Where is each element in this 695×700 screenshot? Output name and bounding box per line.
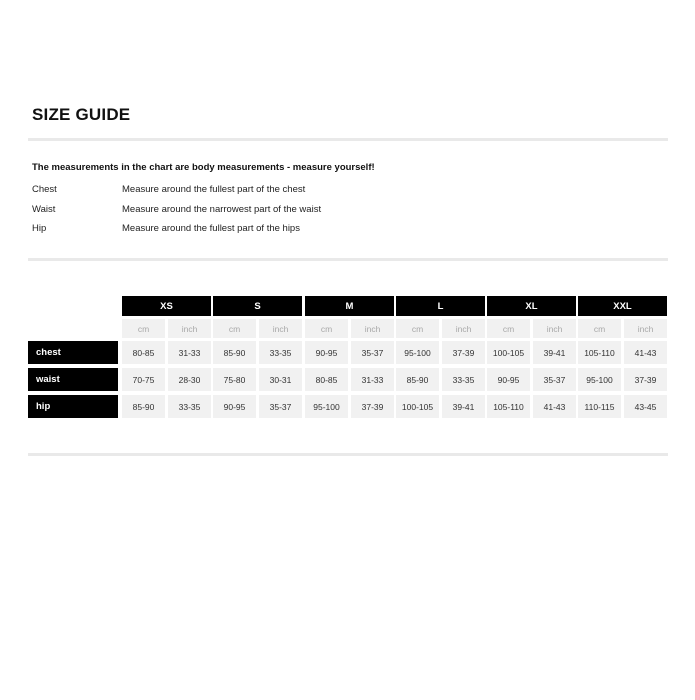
table-cell: 90-95 [213,395,256,418]
table-cell: 110-115 [578,395,621,418]
unit-label-inch: inch [533,319,576,338]
unit-label-cm: cm [213,319,256,338]
divider [28,453,668,456]
table-cell: 37-39 [351,395,394,418]
table-cell: 85-90 [396,368,439,391]
divider [28,138,668,141]
unit-label-inch: inch [351,319,394,338]
unit-label-cm: cm [305,319,348,338]
table-cell: 35-37 [259,395,302,418]
table-cell: 41-43 [624,341,667,364]
table-cell: 35-37 [351,341,394,364]
row-label-chest: chest [28,341,118,364]
table-cell: 30-31 [259,368,302,391]
table-cell: 95-100 [578,368,621,391]
intro-text: The measurements in the chart are body measurements - measure yourself! [32,162,375,173]
unit-label-cm: cm [487,319,530,338]
size-header-m: M [305,296,394,316]
row-label-waist: waist [28,368,118,391]
table-cell: 41-43 [533,395,576,418]
measurement-description: Measure around the narrowest part of the waist [122,204,322,215]
table-cell: 90-95 [305,341,348,364]
table-cell: 70-75 [122,368,165,391]
size-header-xxl: XXL [578,296,667,316]
table-cell: 95-100 [305,395,348,418]
unit-label-cm: cm [122,319,165,338]
table-cell: 35-37 [533,368,576,391]
unit-label-inch: inch [442,319,485,338]
table-cell: 37-39 [624,368,667,391]
table-cell: 33-35 [442,368,485,391]
table-cell: 80-85 [305,368,348,391]
table-cell: 31-33 [351,368,394,391]
size-header-xl: XL [487,296,576,316]
table-cell: 105-110 [578,341,621,364]
row-label-hip: hip [28,395,118,418]
table-cell: 39-41 [533,341,576,364]
table-cell: 75-80 [213,368,256,391]
table-cell: 33-35 [259,341,302,364]
table-cell: 85-90 [122,395,165,418]
table-cell: 28-30 [168,368,211,391]
table-cell: 95-100 [396,341,439,364]
table-cell: 33-35 [168,395,211,418]
table-cell: 37-39 [442,341,485,364]
table-cell: 31-33 [168,341,211,364]
table-cell: 80-85 [122,341,165,364]
measurement-name: Waist [32,204,56,215]
size-header-s: S [213,296,302,316]
size-header-l: L [396,296,485,316]
table-cell: 43-45 [624,395,667,418]
table-cell: 85-90 [213,341,256,364]
divider [28,258,668,261]
measurement-name: Hip [32,223,47,234]
measurement-description: Measure around the fullest part of the chest [122,184,306,195]
measurement-description: Measure around the fullest part of the hips [122,223,300,234]
table-cell: 105-110 [487,395,530,418]
page-title: SIZE GUIDE [32,105,131,124]
table-cell: 90-95 [487,368,530,391]
measurement-name: Chest [32,184,57,195]
unit-label-inch: inch [259,319,302,338]
unit-label-cm: cm [578,319,621,338]
unit-label-inch: inch [168,319,211,338]
table-cell: 100-105 [487,341,530,364]
table-cell: 100-105 [396,395,439,418]
table-cell: 39-41 [442,395,485,418]
unit-label-cm: cm [396,319,439,338]
size-header-xs: XS [122,296,211,316]
unit-label-inch: inch [624,319,667,338]
